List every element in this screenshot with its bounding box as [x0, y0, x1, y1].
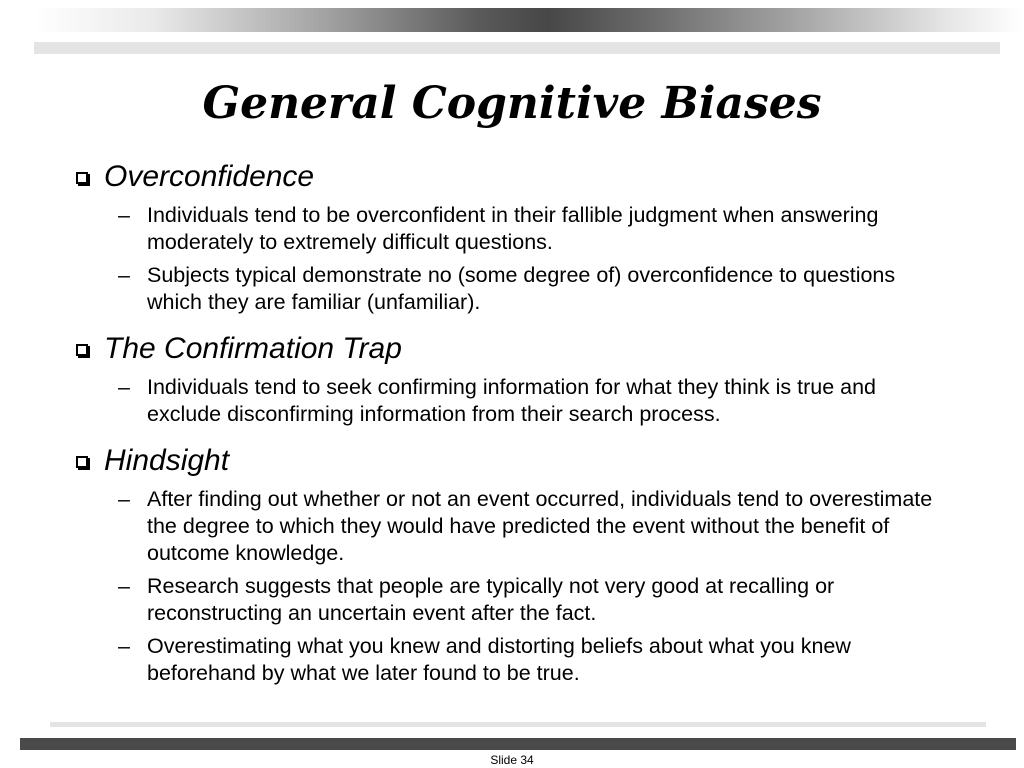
footer-rule	[50, 722, 986, 727]
slide-title: General Cognitive Biases	[202, 78, 822, 129]
checkbox-bullet-icon	[76, 456, 88, 468]
slide-content	[72, 158, 952, 701]
section-heading	[72, 158, 952, 196]
section-heading-text: Hindsight	[104, 444, 230, 477]
dash-bullet-icon: –	[118, 487, 130, 511]
checkbox-bullet-icon	[76, 172, 88, 184]
footer-bar	[20, 738, 1016, 750]
list-item-text: Research suggests that people are typically not very good at recalling or reconstructing an uncertain event after the fact.	[147, 574, 835, 625]
list-item	[118, 573, 952, 627]
dash-bullet-icon: –	[118, 263, 130, 287]
dash-bullet-icon: –	[118, 634, 130, 658]
list-item-text: Individuals tend to seek confirming information for what they think is true and exclude disconfirming information from their search process.	[147, 375, 876, 426]
slide-number: Slide 34	[490, 753, 534, 767]
header-rule	[34, 42, 1000, 54]
list-item	[118, 202, 952, 256]
section-overconfidence	[72, 158, 952, 316]
list-item-text: After finding out whether or not an event occurred, individuals tend to overestimate the degree to which they would have predicted the event without the benefit of outcome knowledge.	[147, 487, 933, 565]
list-item-text: Subjects typical demonstrate no (some degree of) overconfidence to questions which they are familiar (unfamiliar).	[147, 263, 896, 314]
section-hindsight	[72, 442, 952, 687]
header-gradient-bar	[34, 8, 1022, 32]
section-heading	[72, 442, 952, 480]
section-heading-text: Overconfidence	[104, 160, 315, 193]
list-item	[118, 374, 952, 428]
dash-bullet-icon: –	[118, 203, 130, 227]
checkbox-bullet-icon	[76, 344, 88, 356]
list-item	[118, 262, 952, 316]
list-item-text: Individuals tend to be overconfident in their fallible judgment when answering moderately to extremely difficult questions.	[147, 203, 879, 254]
section-heading-text: The Confirmation Trap	[104, 332, 402, 365]
dash-bullet-icon: –	[118, 375, 130, 399]
list-item-text: Overestimating what you knew and distorting beliefs about what you knew beforehand by what we later found to be true.	[147, 634, 851, 685]
list-item	[118, 633, 952, 687]
list-item	[118, 486, 952, 567]
dash-bullet-icon: –	[118, 574, 130, 598]
section-confirmation-trap	[72, 330, 952, 428]
section-heading	[72, 330, 952, 368]
